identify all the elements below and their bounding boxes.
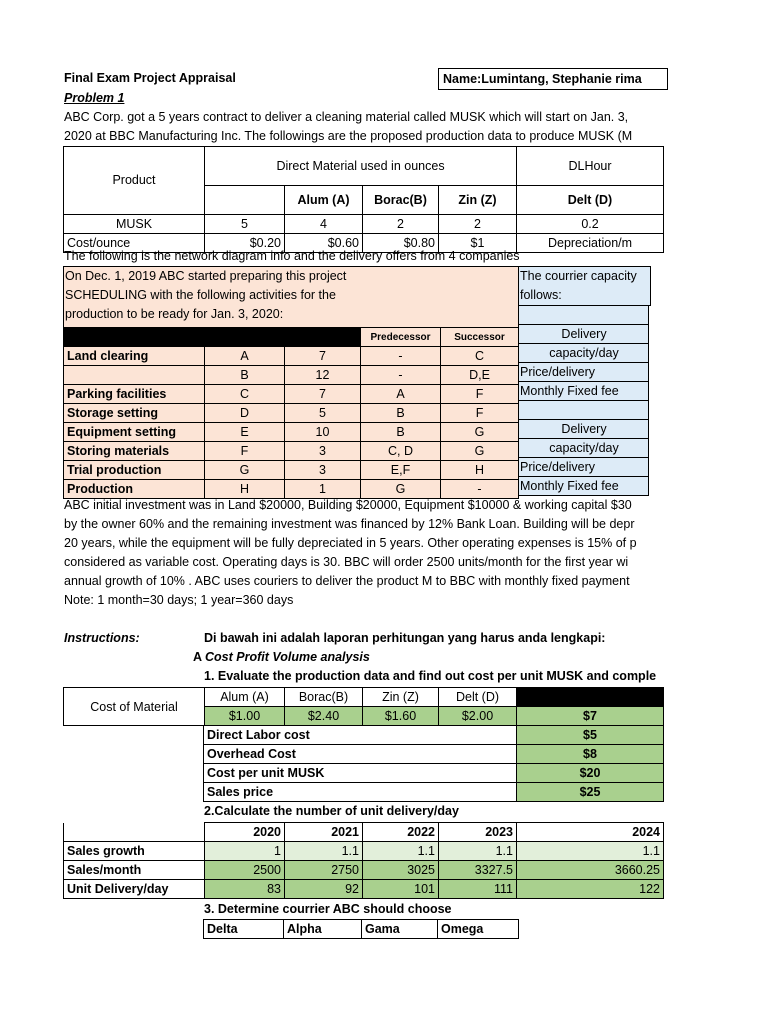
cost-row-value: $5 <box>517 726 664 745</box>
network-intro: The following is the network diagram info and the delivery offers from 4 companies <box>64 249 520 263</box>
courier-choice-cell: Delta <box>204 920 284 939</box>
cost-col-alum: Alum (A) <box>205 688 285 707</box>
activity-predecessor: E,F <box>361 461 441 480</box>
activity-successor: - <box>441 480 519 499</box>
activity-code: B <box>205 366 285 385</box>
intro-line-1: ABC Corp. got a 5 years contract to deliver a cleaning material called MUSK which will start on Jan. 3, <box>64 110 629 124</box>
direct-material-header: Direct Material used in ounces <box>205 147 517 186</box>
cost-val-zin: $1.60 <box>363 707 439 726</box>
mat-col-delt: Delt (D) <box>517 186 664 215</box>
delivery-cell: 3660.25 <box>517 861 664 880</box>
musk-delt: 2 <box>439 214 517 233</box>
activity-successor: H <box>441 461 519 480</box>
cost-zin: $0.80 <box>363 233 439 252</box>
courier-choice-cell: Gama <box>362 920 438 939</box>
paragraph-line: Note: 1 month=30 days; 1 year=360 days <box>64 593 294 607</box>
cost-val-borac: $2.40 <box>285 707 363 726</box>
paragraph-line: annual growth of 10% . ABC uses couriers to deliver the product M to BBC with monthly fixed payment <box>64 574 630 588</box>
cost-depreciation: Depreciation/m <box>517 233 664 252</box>
scheduling-line-3: production to be ready for Jan. 3, 2020: <box>65 307 284 321</box>
activity-successor: G <box>441 423 519 442</box>
delivery-cell: 111 <box>439 880 517 899</box>
activity-predecessor: A <box>361 385 441 404</box>
cost-col-zin: Zin (Z) <box>363 688 439 707</box>
activity-days: 7 <box>285 385 361 404</box>
year-header: 2023 <box>439 823 517 842</box>
cost-val-delt: $2.00 <box>439 707 517 726</box>
cost-ounce-label: Cost/ounce <box>64 233 205 252</box>
material-total: $7 <box>517 707 664 726</box>
delivery-cell: 2750 <box>285 861 363 880</box>
mat-col-zin: Zin (Z) <box>439 186 517 215</box>
cost-row-label: Cost per unit MUSK <box>204 764 517 783</box>
cost-row-label: Overhead Cost <box>204 745 517 764</box>
courier-choice-table <box>203 919 519 939</box>
courier-header-box <box>518 266 651 306</box>
mat-col-borac: Borac(B) <box>363 186 439 215</box>
cost-row <box>204 726 664 745</box>
activity-days: 3 <box>285 442 361 461</box>
question-3: 3. Determine courrier ABC should choose <box>204 902 452 916</box>
delivery-row-label: Sales/month <box>64 861 205 880</box>
activity-successor: D,E <box>441 366 519 385</box>
mat-col-alum: Alum (A) <box>285 186 363 215</box>
product-header: Product <box>64 147 205 215</box>
section-a-letter: A <box>193 650 203 664</box>
musk-label: MUSK <box>64 214 205 233</box>
activity-successor: G <box>441 442 519 461</box>
year-header: 2021 <box>285 823 363 842</box>
courier-line-2: follows: <box>520 288 562 302</box>
activity-predecessor: B <box>361 423 441 442</box>
delivery-cell: 3327.5 <box>439 861 517 880</box>
courier-row: Price/delivery <box>518 363 649 382</box>
activity-successor: F <box>441 404 519 423</box>
predecessor-header: Predecessor <box>361 328 441 347</box>
courier-row <box>518 305 649 325</box>
delivery-row <box>64 861 664 880</box>
activity-code: F <box>205 442 285 461</box>
year-header: 2020 <box>205 823 285 842</box>
scheduling-line-2: SCHEDULING with the following activities for the <box>65 288 336 302</box>
scheduling-box <box>63 266 518 328</box>
activity-name: Storage setting <box>64 404 205 423</box>
activity-predecessor: G <box>361 480 441 499</box>
cost-borac: $0.60 <box>285 233 363 252</box>
courier-row: capacity/day <box>518 344 649 363</box>
delivery-row <box>64 880 664 899</box>
musk-borac: 4 <box>285 214 363 233</box>
activity-name <box>64 366 205 385</box>
delivery-cell: 122 <box>517 880 664 899</box>
cost-val-alum: $1.00 <box>205 707 285 726</box>
activity-name: Equipment setting <box>64 423 205 442</box>
cost-row <box>204 764 664 783</box>
activity-successor: F <box>441 385 519 404</box>
courier-row: Delivery <box>518 325 649 344</box>
courier-choice-cell: Omega <box>438 920 519 939</box>
document-title: Final Exam Project Appraisal <box>64 71 236 85</box>
delivery-cell: 1.1 <box>285 842 363 861</box>
activity-days: 3 <box>285 461 361 480</box>
musk-dl: 0.2 <box>517 214 664 233</box>
cost-delt: $1 <box>439 233 517 252</box>
activity-days: 7 <box>285 347 361 366</box>
activity-name: Production <box>64 480 205 499</box>
instructions-label: Instructions: <box>64 631 140 645</box>
cost-summary-table <box>203 725 664 802</box>
delivery-cell: 83 <box>205 880 285 899</box>
activity-successor: C <box>441 347 519 366</box>
section-a-title: Cost Profit Volume analysis <box>205 650 370 664</box>
activity-row <box>64 366 519 385</box>
activity-code: C <box>205 385 285 404</box>
instructions-text: Di bawah ini adalah laporan perhitungan yang harus anda lengkapi: <box>204 631 606 645</box>
courier-row: Price/delivery <box>518 458 649 477</box>
cost-row-value: $20 <box>517 764 664 783</box>
delivery-cell: 2500 <box>205 861 285 880</box>
delivery-cell: 1.1 <box>363 842 439 861</box>
activity-code: D <box>205 404 285 423</box>
delivery-table <box>63 822 664 899</box>
activity-days: 1 <box>285 480 361 499</box>
student-name-box: Name:Lumintang, Stephanie rima <box>438 68 668 90</box>
paragraph-line: 20 years, while the equipment will be fully depreciated in 5 years. Other operating expenses is 15% of p <box>64 536 637 550</box>
activity-days: 12 <box>285 366 361 385</box>
activity-code: H <box>205 480 285 499</box>
delivery-cell: 1 <box>205 842 285 861</box>
courier-line-1: The courrier capacity <box>520 269 637 283</box>
question-2: 2.Calculate the number of unit delivery/day <box>204 804 459 818</box>
activity-code: E <box>205 423 285 442</box>
activity-row <box>64 423 519 442</box>
scheduling-line-1: On Dec. 1, 2019 ABC started preparing this project <box>65 269 347 283</box>
musk-alum: 5 <box>205 214 285 233</box>
activity-predecessor: - <box>361 366 441 385</box>
activity-name: Land clearing <box>64 347 205 366</box>
activity-name: Trial production <box>64 461 205 480</box>
cost-alum: $0.20 <box>205 233 285 252</box>
courier-choice-cell: Alpha <box>284 920 362 939</box>
delivery-row-label: Unit Delivery/day <box>64 880 205 899</box>
courier-row: capacity/day <box>518 439 649 458</box>
activity-days: 5 <box>285 404 361 423</box>
delivery-cell: 1.1 <box>439 842 517 861</box>
investment-paragraph <box>64 496 637 610</box>
cost-table <box>63 687 664 726</box>
courier-row <box>518 401 649 420</box>
year-header: 2024 <box>517 823 664 842</box>
cost-row-label: Sales price <box>204 783 517 802</box>
cost-row <box>204 783 664 802</box>
activity-predecessor: B <box>361 404 441 423</box>
activity-row <box>64 385 519 404</box>
activity-code: G <box>205 461 285 480</box>
activity-row <box>64 442 519 461</box>
activity-table <box>63 327 519 499</box>
delivery-cell: 3025 <box>363 861 439 880</box>
problem-heading: Problem 1 <box>64 91 125 105</box>
activity-name: Parking facilities <box>64 385 205 404</box>
musk-zin: 2 <box>363 214 439 233</box>
delivery-cell: 101 <box>363 880 439 899</box>
paragraph-line: by the owner 60% and the remaining investment was financed by 12% Bank Loan. Building will be depr <box>64 517 635 531</box>
activity-code: A <box>205 347 285 366</box>
activity-row <box>64 347 519 366</box>
delivery-cell: 1.1 <box>517 842 664 861</box>
successor-header: Successor <box>441 328 519 347</box>
intro-line-2: 2020 at BBC Manufacturing Inc. The followings are the proposed production data to produce MUSK (M <box>64 129 633 143</box>
delivery-row <box>64 842 664 861</box>
cost-row-value: $8 <box>517 745 664 764</box>
cost-col-borac: Borac(B) <box>285 688 363 707</box>
activity-name: Storing materials <box>64 442 205 461</box>
question-1: 1. Evaluate the production data and find out cost per unit MUSK and comple <box>204 669 657 683</box>
paragraph-line: considered as variable cost. Operating days is 30. BBC will order 2500 units/month for the first year wi <box>64 555 629 569</box>
cost-row <box>204 745 664 764</box>
activity-row <box>64 404 519 423</box>
delivery-cell: 92 <box>285 880 363 899</box>
cost-col-delt: Delt (D) <box>439 688 517 707</box>
cost-row-label: Direct Labor cost <box>204 726 517 745</box>
courier-row: Delivery <box>518 420 649 439</box>
dl-header-1: DLHour <box>517 147 664 186</box>
activity-days: 10 <box>285 423 361 442</box>
paragraph-line: ABC initial investment was in Land $20000, Building $20000, Equipment $10000 & working capital $30 <box>64 498 632 512</box>
material-table <box>63 146 664 253</box>
activity-predecessor: C, D <box>361 442 441 461</box>
courier-offers <box>518 305 649 496</box>
delivery-row-label: Sales growth <box>64 842 205 861</box>
cost-of-material-label: Cost of Material <box>64 688 205 726</box>
courier-row: Monthly Fixed fee <box>518 477 649 496</box>
year-header: 2022 <box>363 823 439 842</box>
courier-row: Monthly Fixed fee <box>518 382 649 401</box>
activity-row <box>64 461 519 480</box>
activity-predecessor: - <box>361 347 441 366</box>
cost-row-value: $25 <box>517 783 664 802</box>
